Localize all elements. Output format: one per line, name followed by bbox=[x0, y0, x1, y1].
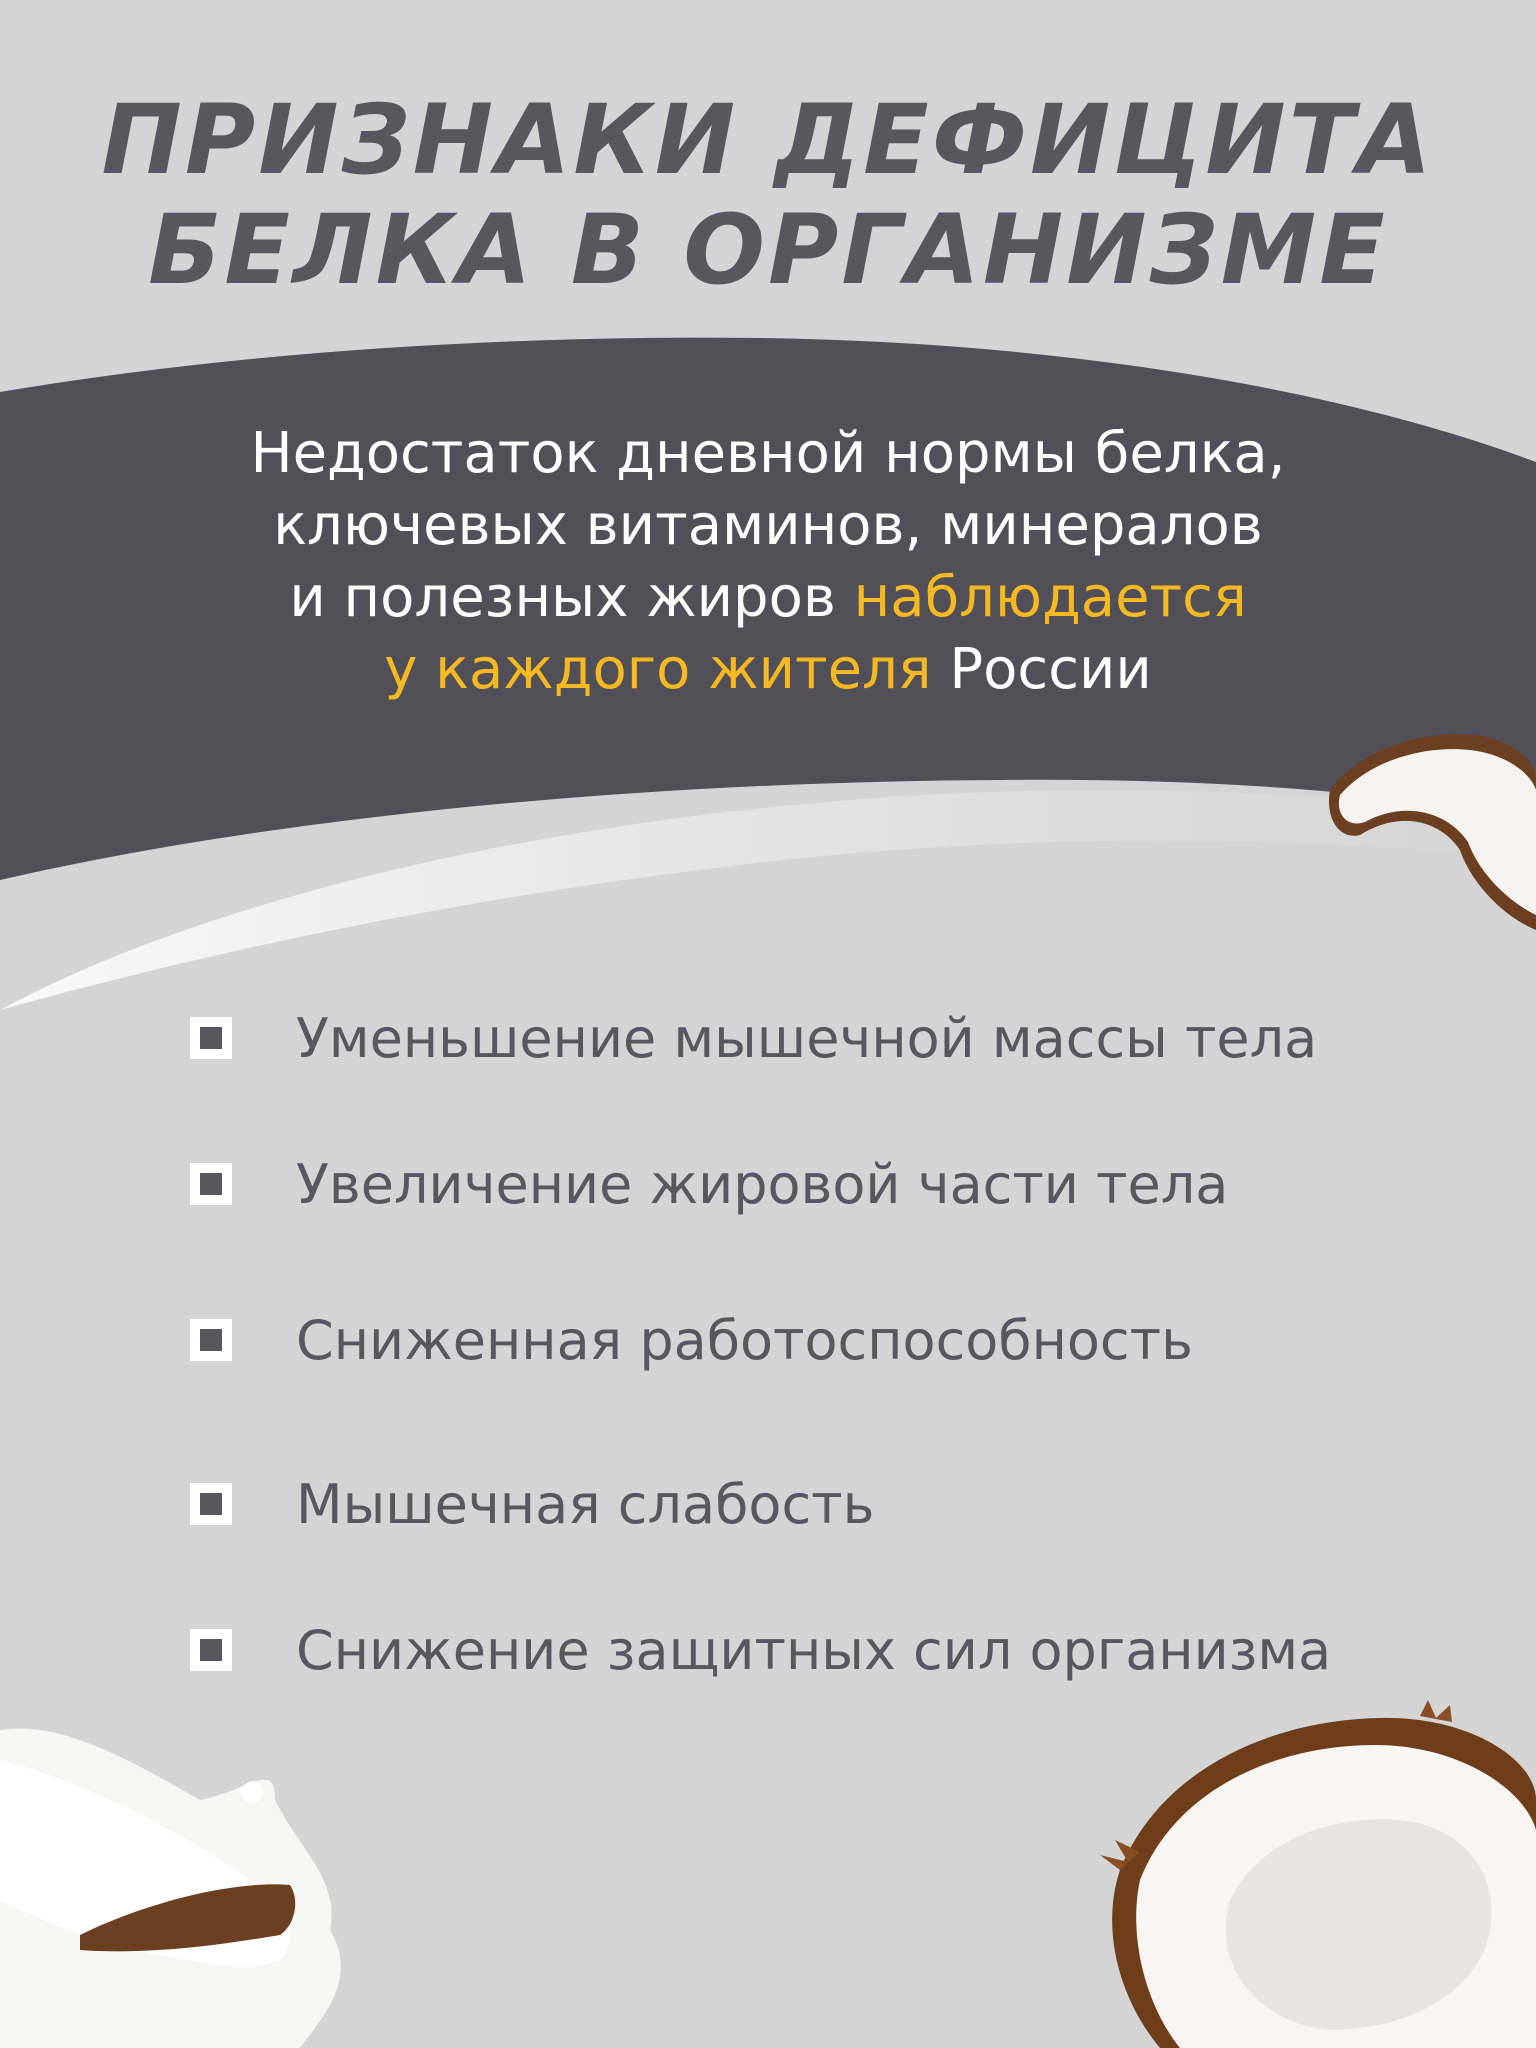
list-item-text: Мышечная слабость bbox=[296, 1472, 875, 1536]
square-bullet-icon bbox=[190, 1163, 232, 1205]
list-item bbox=[190, 1464, 874, 1544]
banner-highlight-2: у каждого жителя bbox=[384, 637, 932, 702]
banner-highlight-1: наблюдается bbox=[853, 565, 1247, 630]
list-item bbox=[190, 1144, 1228, 1224]
list-item-text: Увеличение жировой части тела bbox=[296, 1152, 1229, 1216]
page-title-line-2: БЕЛКА В ОРГАНИЗМЕ bbox=[148, 194, 1388, 306]
square-bullet-icon bbox=[190, 1319, 232, 1361]
list-item-text: Сниженная работоспособность bbox=[296, 1308, 1193, 1372]
list-item bbox=[190, 1300, 1193, 1380]
square-bullet-icon bbox=[190, 1483, 232, 1525]
banner-line-3 bbox=[0, 562, 1536, 634]
banner-line-4-text: России bbox=[931, 637, 1152, 702]
banner-text bbox=[0, 418, 1536, 706]
list-item bbox=[190, 998, 1317, 1078]
list-item bbox=[190, 1610, 1331, 1690]
banner-line-2: ключевых витаминов, минералов bbox=[273, 493, 1263, 558]
banner-line-1: Недостаток дневной нормы белка, bbox=[250, 421, 1286, 486]
banner-line-4 bbox=[0, 634, 1536, 706]
list-item-text: Снижение защитных сил организма bbox=[296, 1618, 1332, 1682]
list-item-text: Уменьшение мышечной массы тела bbox=[296, 1006, 1318, 1070]
square-bullet-icon bbox=[190, 1017, 232, 1059]
page-title-line-1: ПРИЗНАКИ ДЕФИЦИТА bbox=[101, 84, 1435, 196]
square-bullet-icon bbox=[190, 1629, 232, 1671]
banner-line-3-text: и полезных жиров bbox=[289, 565, 854, 630]
